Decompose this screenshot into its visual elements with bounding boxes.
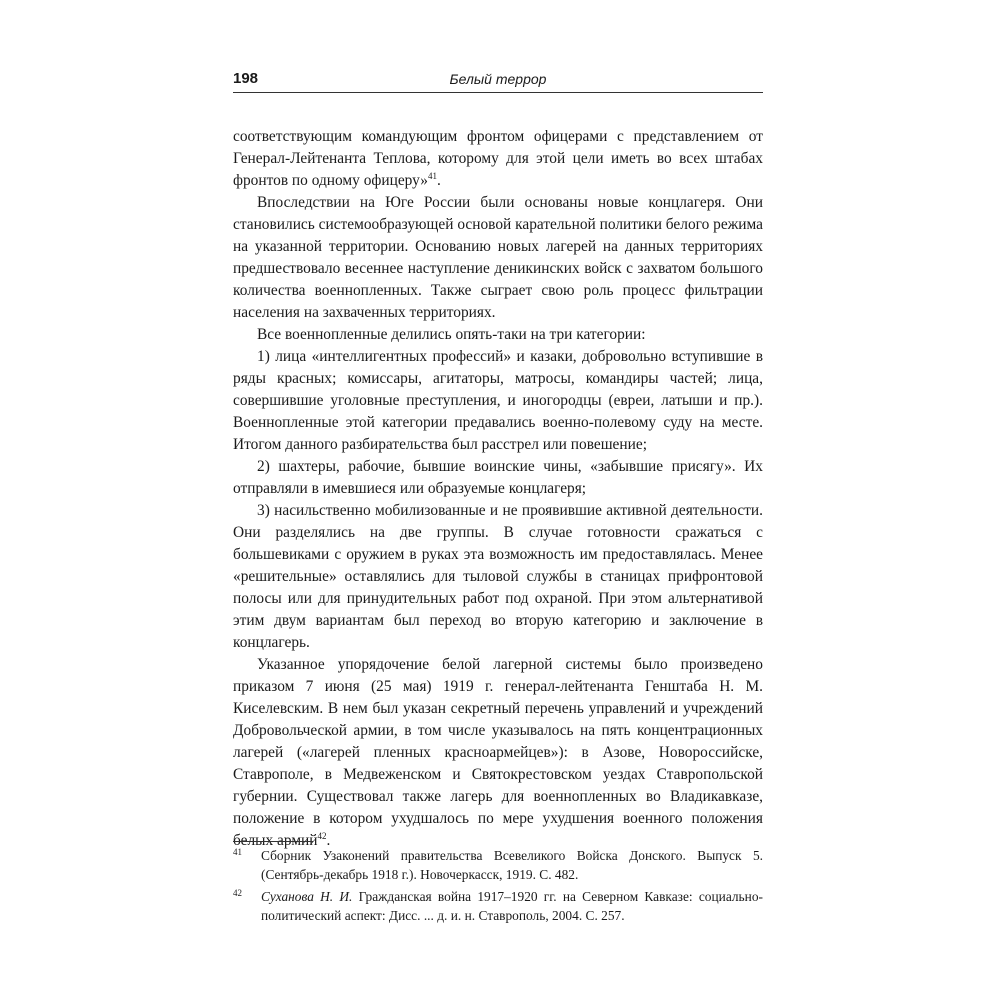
paragraph-7-end: . xyxy=(326,832,331,849)
paragraph-3: Все военнопленные делились опять-таки на три категории: xyxy=(257,326,646,343)
running-header xyxy=(233,68,763,93)
paragraph-1 xyxy=(233,126,763,192)
footnote-42 xyxy=(233,887,763,925)
paragraph-7 xyxy=(233,654,763,852)
footnote-separator xyxy=(233,841,313,842)
paragraph-1-text: соответствующим командующим фронтом офицерами с представлением от Генерал-Лейтенанта Теплова, которому для этой цели иметь во всех штабах фронтов по одному офицеру» xyxy=(233,128,763,189)
body-text xyxy=(233,126,763,852)
footnote-ref-41[interactable]: 41 xyxy=(427,171,437,181)
list-item-2: 2) шахтеры, рабочие, бывшие воинские чины, «забывшие присягу». Их отправляли в имевшиеся или образуемые концлагеря; xyxy=(233,458,763,497)
list-item-1: 1) лица «интеллигентных профессий» и казаки, добровольно вступившие в ряды красных; комиссары, агитаторы, матросы, командиры частей; лица, совершившие уголовные преступления, и иногородцы (евреи, латыши и пр.). Военнопленные этой категории предавались военно-полевому суду на месте. Итогом данного разбирательства был расстрел или повешение; xyxy=(233,348,763,453)
footnote-author: Суханова Н. И. xyxy=(261,889,353,904)
paragraph-1-end: . xyxy=(436,172,441,189)
running-title: Белый террор xyxy=(449,71,547,87)
footnote-ref-42[interactable]: 42 xyxy=(317,831,327,841)
footnotes xyxy=(233,846,763,928)
paragraph-7-text: Указанное упорядочение белой лагерной системы было произведено приказом 7 июня (25 мая) 1919 г. генерал-лейтенанта Генштаба Н. М. Киселевским. В нем был указан секретный перечень управлений и учреждений Добровольческой армии, в том числе указывалось на пять концентрационных лагерей («лагерей пленных красноармейцев»): в Азове, Новороссийске, Ставрополе, в Медвеженском и Святокрестовском уездах Ставропольской губернии. Существовал также лагерь для военнопленных во Владикавказе, положение в котором ухудшалось по мере ухудшения военного положения белых армий xyxy=(233,656,763,849)
footnote-text: Гражданская война 1917–1920 гг. на Северном Кавказе: социально-политический аспект: Дисс. ... д. и. н. Ставрополь, 2004. С. 257. xyxy=(261,889,763,923)
list-item-3: 3) насильственно мобилизованные и не проявившие активной деятельности. Они разделялись на две группы. В случае готовности сражаться с большевиками с оружием в руках эта возможность им предоставлялась. Менее «решительные» оставлялись для тыловой службы в станицах прифронтовой полосы или для принудительных работ под охраной. При этом альтернативой этим двум вариантам был переход во вторую категорию и заключение в концлагерь. xyxy=(233,502,763,651)
footnote-number: 41 xyxy=(233,847,242,857)
footnote-number: 42 xyxy=(233,888,242,898)
paragraph-2: Впоследствии на Юге России были основаны новые концлагеря. Они становились системообразующей основой карательной политики белого режима на указанной территории. Основанию новых лагерей на данных территориях предшествовало весеннее наступление деникинских войск с захватом большого количества военнопленных. Также сыграет свою роль процесс фильтрации населения на захваченных территориях. xyxy=(233,194,763,321)
page-number: 198 xyxy=(233,70,259,87)
footnote-41 xyxy=(233,846,763,884)
footnote-text: Сборник Узаконений правительства Всевеликого Войска Донского. Выпуск 5. (Сентябрь-декабрь 1918 г.). Новочеркасск, 1919. С. 482. xyxy=(261,848,763,882)
